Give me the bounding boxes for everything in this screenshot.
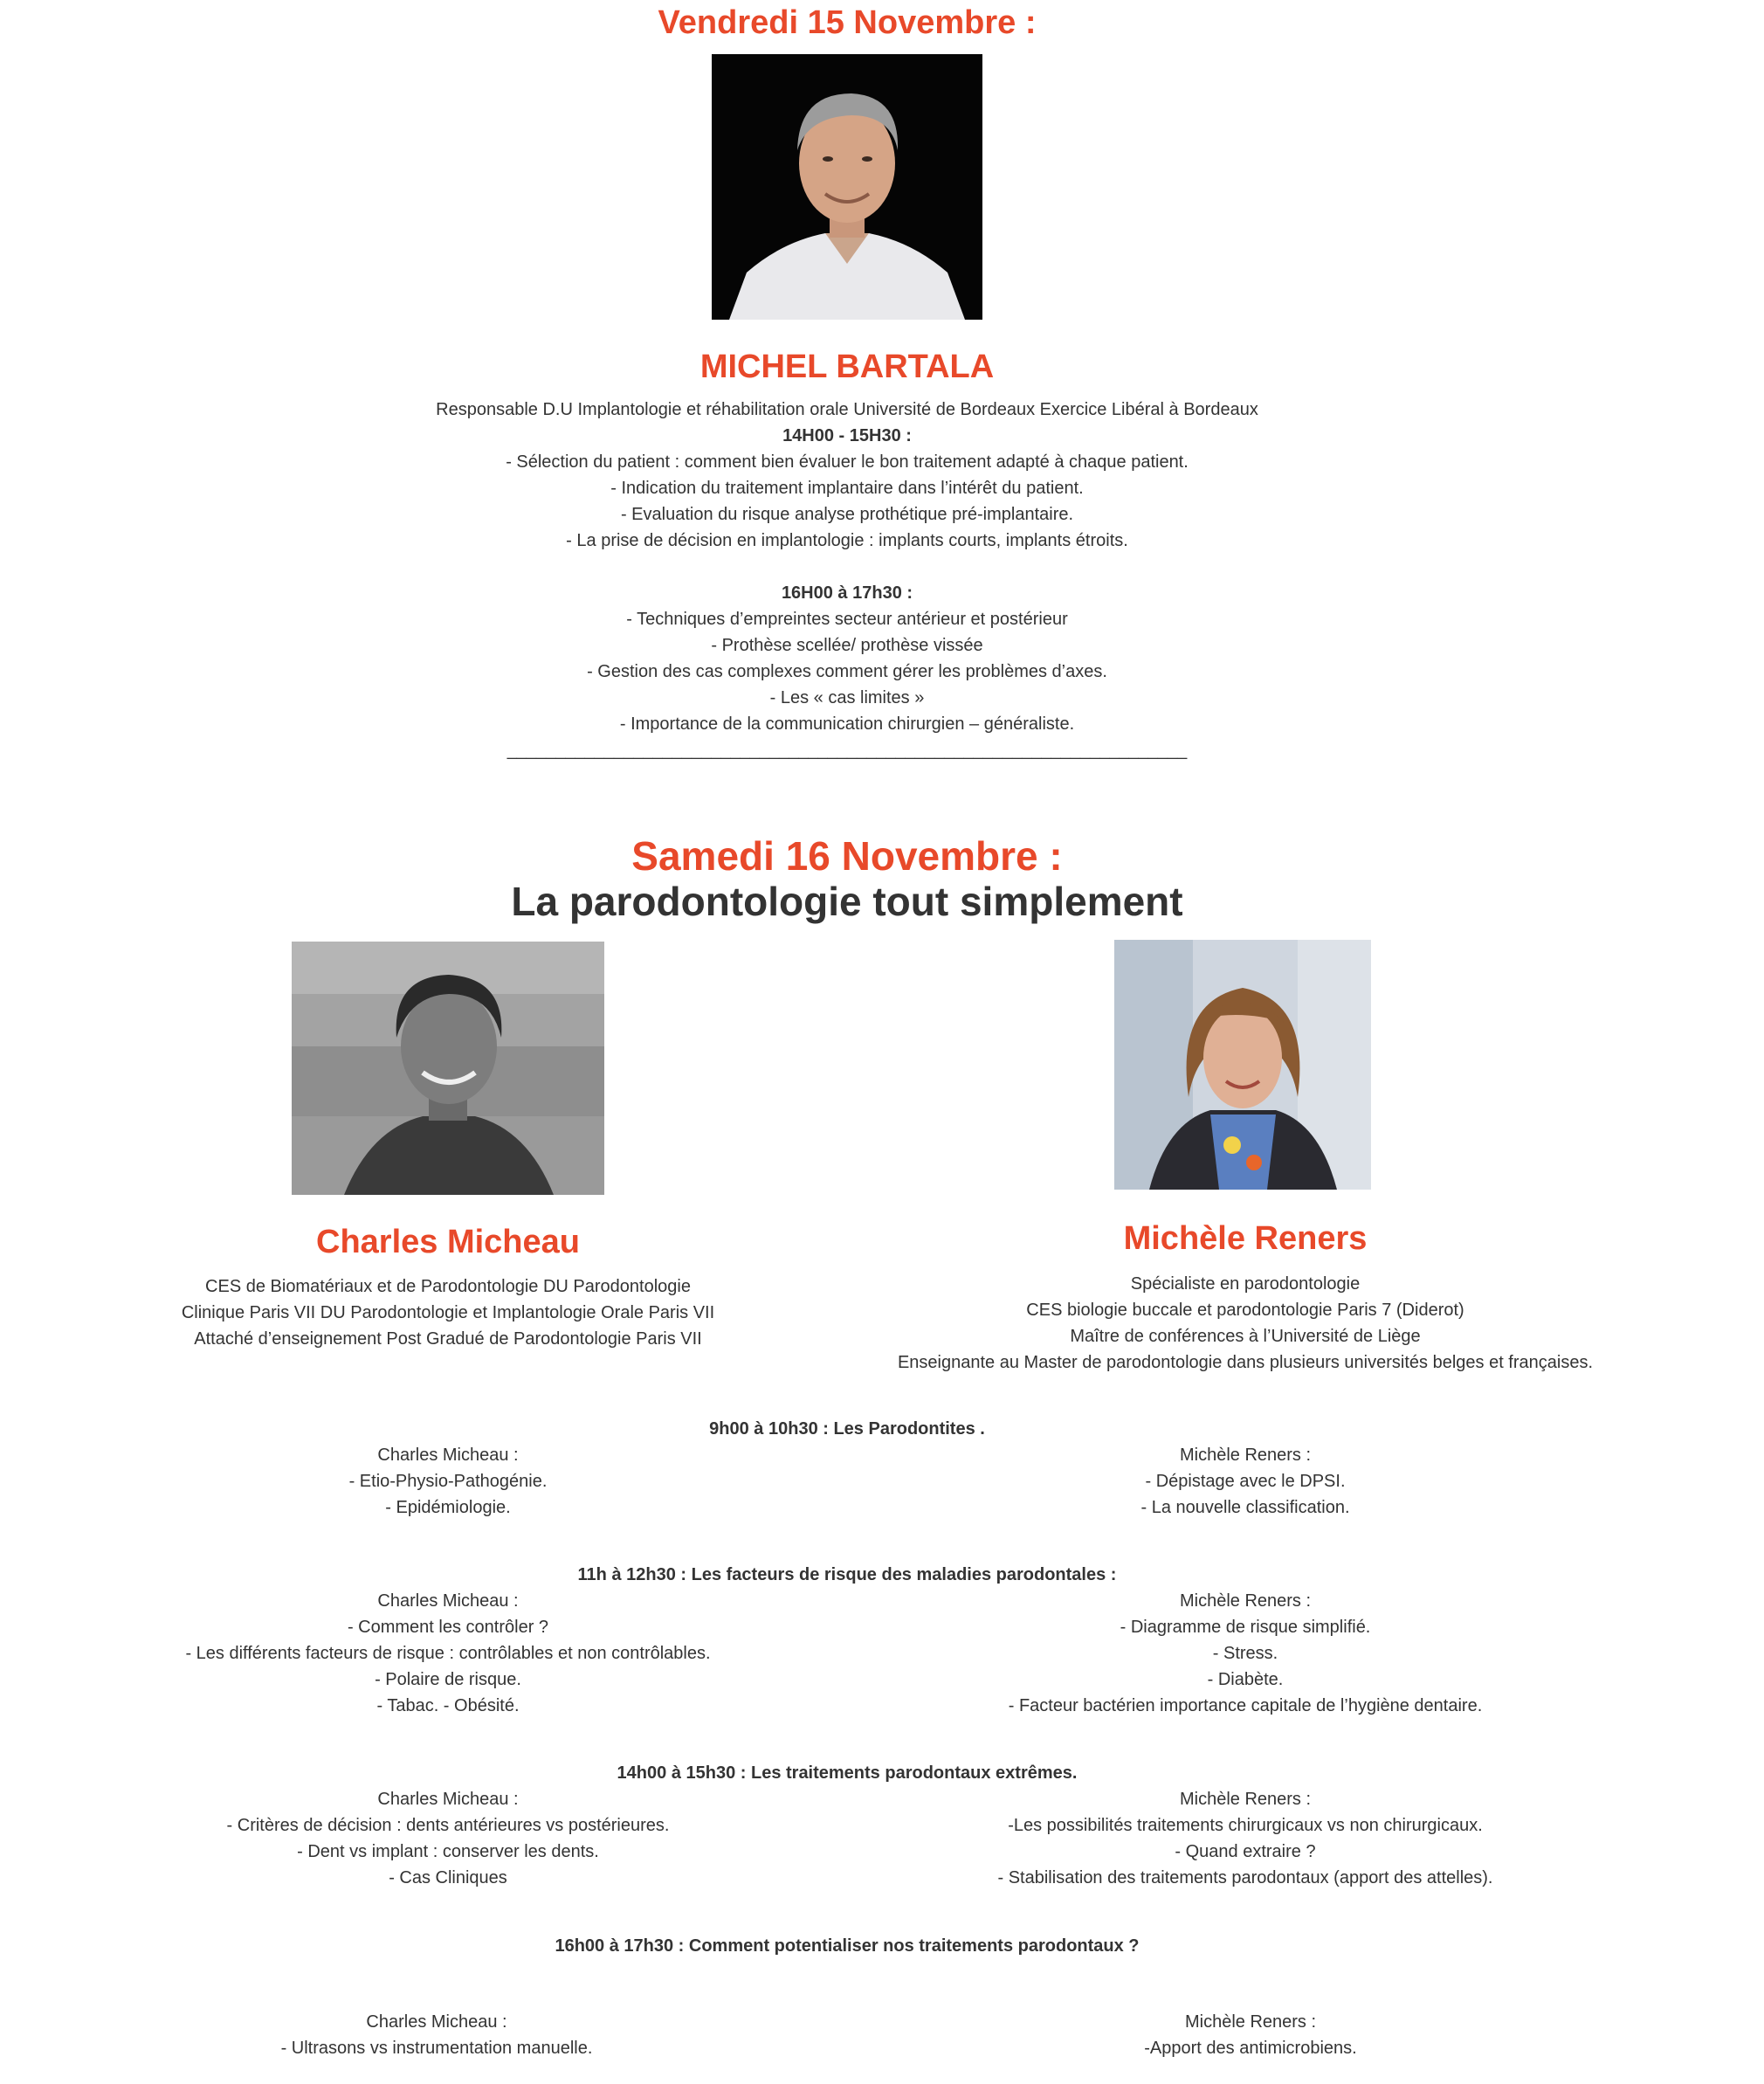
friday-session2-item: - Prothèse scellée/ prothèse vissée [711,636,983,655]
session-line: - Stress. [1212,1644,1278,1663]
friday-session1-time: 14H00 - 15H30 : [782,426,912,445]
bio-line: Attaché d’enseignement Post Gradué de Parodontologie Paris VII [194,1329,702,1349]
saturday-title: Samedi 16 Novembre : [631,833,1063,879]
session-line: - Tabac. - Obésité. [376,1696,520,1715]
session-line: Michèle Reners : [1179,1790,1312,1809]
session-line: - Dent vs implant : conserver les dents. [297,1842,599,1861]
session-heading: 16h00 à 17h30 : Comment potentialiser nos traitements parodontaux ? [555,1936,1140,1956]
session-line: Charles Micheau : [366,2012,507,2032]
session-line: - Comment les contrôler ? [347,1618,549,1637]
charles-micheau-name: Charles Micheau [316,1224,580,1260]
session-line: - La nouvelle classification. [1140,1498,1350,1517]
bio-line: CES biologie buccale et parodontologie Paris 7 (Diderot) [1026,1301,1464,1320]
friday-session1-item: - Evaluation du risque analyse prothétique pré-implantaire. [620,505,1074,524]
session-left-column [0,1588,896,1719]
charles-micheau-photo [292,942,604,1195]
session-line: - Stabilisation des traitements parodontaux (apport des attelles). [997,1868,1493,1887]
friday-details [0,397,1694,763]
friday-session1-item: - Sélection du patient : comment bien évaluer le bon traitement adapté à chaque patient. [506,452,1189,472]
session-heading: 11h à 12h30 : Les facteurs de risque des maladies parodontales : [577,1565,1117,1584]
session-line: Michèle Reners : [1184,2012,1317,2032]
friday-title: Vendredi 15 Novembre : [658,4,1037,41]
session-left-column [0,2009,873,2061]
session-right-column [858,1786,1633,1891]
michele-reners-photo [1114,940,1371,1190]
michele-reners-bio [858,1271,1633,1376]
friday-session1-item: - La prise de décision en implantologie : implants courts, implants étroits. [566,531,1128,550]
session-left-column [0,1786,896,1891]
session-heading: 14h00 à 15h30 : Les traitements parodontaux extrêmes. [617,1763,1078,1783]
divider: ______________________________________________________________________ [506,741,1188,760]
bio-line: CES de Biomatériaux et de Parodontologie DU Parodontologie [205,1277,691,1296]
michel-bartala-photo [712,54,982,320]
session-heading: 9h00 à 10h30 : Les Parodontites . [709,1419,985,1439]
session-line: -Apport des antimicrobiens. [1144,2039,1357,2058]
session-left-column [0,1442,896,1521]
session-line: - Ultrasons vs instrumentation manuelle. [280,2039,593,2058]
session-line: - Cas Cliniques [389,1868,507,1887]
session-line: - Quand extraire ? [1175,1842,1316,1861]
bio-line: Spécialiste en parodontologie [1130,1274,1361,1294]
session-line: Charles Micheau : [377,1790,519,1809]
friday-session2-item: - Techniques d’empreintes secteur antérieur et postérieur [626,610,1068,629]
session-right-column [858,2009,1643,2061]
friday-session2-time: 16H00 à 17h30 : [781,583,913,603]
session-line: - Diagramme de risque simplifié. [1120,1618,1371,1637]
friday-session2-item: - Les « cas limites » [769,688,925,707]
session-line: - Les différents facteurs de risque : contrôlables et non contrôlables. [185,1644,711,1663]
friday-session2-item: - Importance de la communication chirurgien – généraliste. [619,714,1075,734]
session-line: - Dépistage avec le DPSI. [1145,1472,1346,1491]
bio-line: Clinique Paris VII DU Parodontologie et Implantologie Orale Paris VII [181,1303,715,1322]
michele-reners-name: Michèle Reners [1123,1220,1368,1257]
session-line: - Facteur bactérien importance capitale de l’hygiène dentaire. [1008,1696,1483,1715]
friday-session2-item: - Gestion des cas complexes comment gérer les problèmes d’axes. [587,662,1107,681]
session-line: - Etio-Physio-Pathogénie. [348,1472,548,1491]
saturday-subtitle: La parodontologie tout simplement [511,879,1183,924]
session-line: - Diabète. [1207,1670,1284,1689]
session-line: Charles Micheau : [377,1591,519,1611]
friday-session1-item: - Indication du traitement implantaire dans l’intérêt du patient. [610,479,1084,498]
session-line: Michèle Reners : [1179,1446,1312,1465]
session-line: -Les possibilités traitements chirurgicaux vs non chirurgicaux. [1008,1816,1483,1835]
session-right-column [858,1588,1633,1719]
session-line: - Polaire de risque. [375,1670,521,1689]
session-right-column [858,1442,1633,1521]
session-line: - Critères de décision : dents antérieures vs postérieures. [226,1816,670,1835]
bio-line: Enseignante au Master de parodontologie dans plusieurs universités belges et françaises. [897,1353,1594,1372]
session-line: Charles Micheau : [377,1446,519,1465]
session-line: - Epidémiologie. [385,1498,511,1517]
michel-bartala-name: MICHEL BARTALA [699,348,995,385]
session-line: Michèle Reners : [1179,1591,1312,1611]
michel-bartala-role: Responsable D.U Implantologie et réhabilitation orale Université de Bordeaux Exercice Libéral à Bordeaux [436,400,1258,419]
bio-line: Maître de conférences à l’Université de Liège [1070,1327,1421,1346]
charles-micheau-bio [0,1273,896,1352]
